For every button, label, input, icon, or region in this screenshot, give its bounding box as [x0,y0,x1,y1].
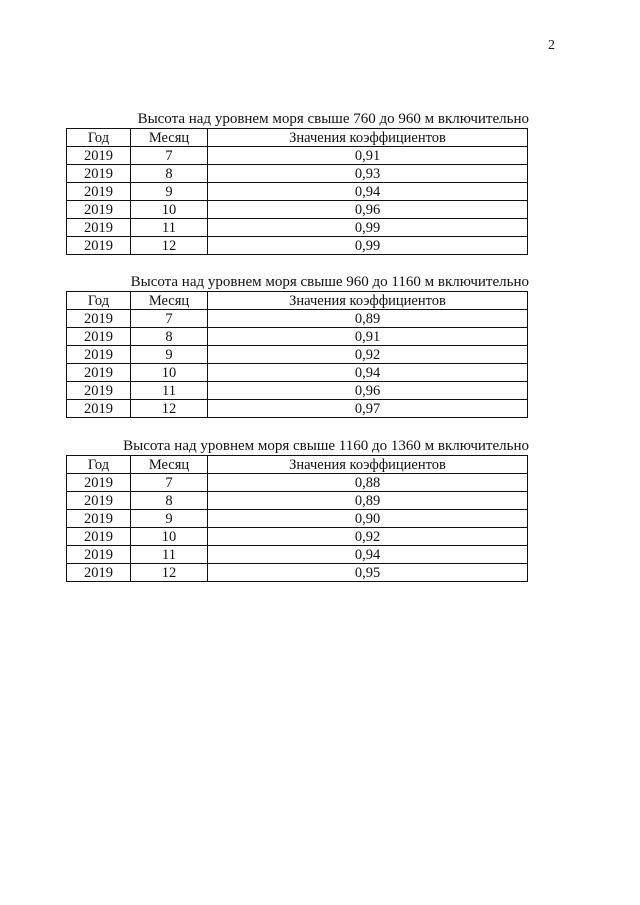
cell-coefficient: 0,99 [208,237,528,255]
cell-year: 2019 [67,492,131,510]
header-coefficient: Значения коэффициентов [208,129,528,147]
cell-coefficient: 0,96 [208,201,528,219]
table-row [67,382,528,400]
cell-month: 8 [131,492,208,510]
cell-month: 11 [131,546,208,564]
cell-month: 8 [131,165,208,183]
cell-month: 10 [131,201,208,219]
cell-year: 2019 [67,364,131,382]
table-row [67,310,528,328]
cell-month: 9 [131,183,208,201]
cell-month: 7 [131,310,208,328]
table-row [67,528,528,546]
header-year: Год [67,292,131,310]
cell-year: 2019 [67,183,131,201]
table-header-row [67,456,528,474]
coefficients-table [66,455,528,582]
table-row [67,546,528,564]
header-month: Месяц [131,129,208,147]
table-row [67,183,528,201]
header-month: Месяц [131,292,208,310]
header-year: Год [67,129,131,147]
cell-month: 10 [131,364,208,382]
cell-year: 2019 [67,219,131,237]
table-header-row [67,292,528,310]
cell-year: 2019 [67,328,131,346]
cell-coefficient: 0,89 [208,310,528,328]
cell-coefficient: 0,89 [208,492,528,510]
cell-month: 7 [131,147,208,165]
table-row [67,219,528,237]
coefficients-table-block-1 [66,110,527,255]
header-coefficient: Значения коэффициентов [208,292,528,310]
cell-month: 9 [131,510,208,528]
header-month: Месяц [131,456,208,474]
table-row [67,492,528,510]
table-header-row [67,129,528,147]
page-number: 2 [548,38,555,53]
cell-coefficient: 0,95 [208,564,528,582]
cell-coefficient: 0,94 [208,364,528,382]
cell-coefficient: 0,94 [208,183,528,201]
table-row [67,400,528,418]
cell-coefficient: 0,90 [208,510,528,528]
cell-month: 11 [131,219,208,237]
table-row [67,147,528,165]
coefficients-table [66,291,528,418]
table-row [67,237,528,255]
table-row [67,165,528,183]
table-row [67,328,528,346]
cell-coefficient: 0,91 [208,147,528,165]
cell-coefficient: 0,92 [208,346,528,364]
table-caption: Высота над уровнем моря свыше 1160 до 1360 м включительно [123,438,529,454]
cell-year: 2019 [67,310,131,328]
table-row [67,201,528,219]
table-row [67,346,528,364]
cell-year: 2019 [67,546,131,564]
coefficients-table-block-3 [66,437,527,582]
cell-coefficient: 0,97 [208,400,528,418]
table-row [67,564,528,582]
cell-year: 2019 [67,564,131,582]
cell-month: 11 [131,382,208,400]
cell-year: 2019 [67,474,131,492]
cell-month: 10 [131,528,208,546]
coefficients-table [66,128,528,255]
table-row [67,510,528,528]
table-row [67,474,528,492]
cell-coefficient: 0,93 [208,165,528,183]
coefficients-table-block-2 [66,273,527,418]
cell-coefficient: 0,96 [208,382,528,400]
cell-month: 12 [131,564,208,582]
cell-year: 2019 [67,346,131,364]
cell-month: 12 [131,237,208,255]
cell-coefficient: 0,92 [208,528,528,546]
cell-coefficient: 0,88 [208,474,528,492]
cell-month: 7 [131,474,208,492]
cell-month: 8 [131,328,208,346]
cell-year: 2019 [67,237,131,255]
cell-year: 2019 [67,400,131,418]
cell-month: 12 [131,400,208,418]
cell-year: 2019 [67,382,131,400]
cell-year: 2019 [67,147,131,165]
cell-year: 2019 [67,165,131,183]
cell-month: 9 [131,346,208,364]
cell-year: 2019 [67,201,131,219]
header-coefficient: Значения коэффициентов [208,456,528,474]
cell-year: 2019 [67,510,131,528]
cell-coefficient: 0,99 [208,219,528,237]
table-caption: Высота над уровнем моря свыше 960 до 1160 м включительно [130,274,529,290]
cell-coefficient: 0,94 [208,546,528,564]
cell-coefficient: 0,91 [208,328,528,346]
cell-year: 2019 [67,528,131,546]
table-caption: Высота над уровнем моря свыше 760 до 960 м включительно [137,111,529,127]
table-row [67,364,528,382]
header-year: Год [67,456,131,474]
